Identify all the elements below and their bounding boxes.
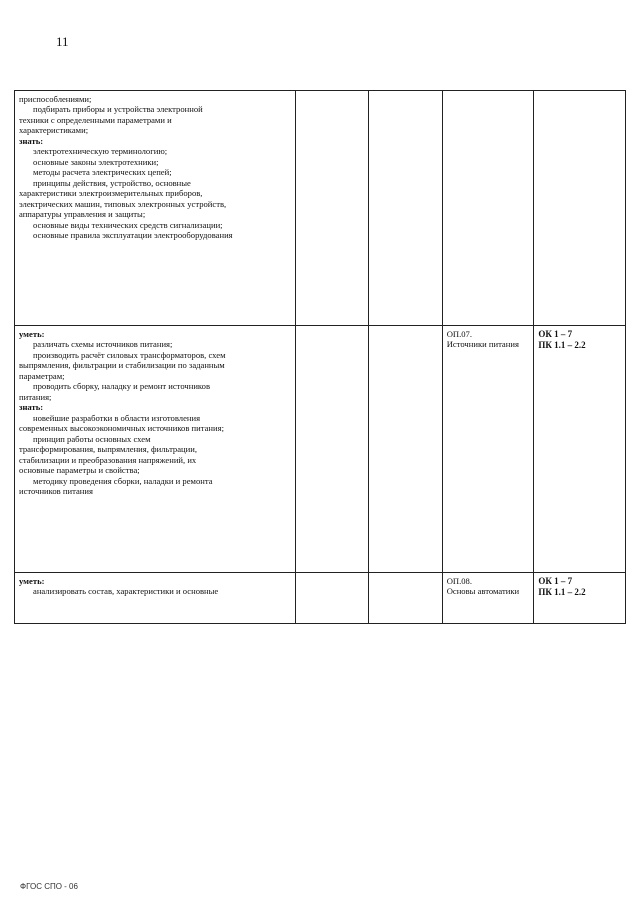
requirements-line: проводить сборку, наладку и ремонт источников: [33, 381, 211, 392]
requirements-heading: уметь:: [19, 329, 45, 339]
discipline-cell: [442, 326, 534, 573]
discipline-code: ОП.07.: [446, 329, 472, 339]
requirements-line: характеристиками;: [19, 125, 89, 136]
discipline-code: ОП.08.: [446, 576, 472, 586]
requirements-line: новейшие разработки в области изготовления: [33, 412, 201, 423]
requirements-cell: [15, 91, 296, 326]
requirements-cell: [15, 326, 296, 573]
requirements-line: электрических машин, типовых электронных устройств,: [19, 198, 227, 209]
requirements-heading: знать:: [19, 402, 44, 413]
competences-cell: [534, 91, 626, 326]
table-row: [15, 326, 626, 573]
discipline-cell: [442, 91, 534, 326]
empty-cell-a: [296, 91, 369, 326]
curriculum-table-grid: [14, 90, 626, 624]
requirements-line: методику проведения сборки, наладки и ремонта: [33, 475, 213, 486]
requirements-line: выпрямления, фильтрации и стабилизации по заданным: [19, 360, 225, 371]
requirements-line: трансформирования, выпрямления, фильтрации,: [19, 444, 197, 455]
requirements-line: анализировать состав, характеристики и основные: [33, 586, 219, 597]
competence-code: ОК 1 – 7: [538, 329, 573, 339]
empty-cell-b: [369, 91, 442, 326]
discipline-cell: [442, 573, 534, 624]
competence-code: ПК 1.1 – 2.2: [538, 339, 586, 350]
competence-code: ОК 1 – 7: [538, 576, 573, 586]
requirements-line: подбирать приборы и устройства электронной: [33, 104, 203, 115]
requirements-line: принципы действия, устройство, основные: [33, 177, 191, 188]
requirements-line: стабилизации и преобразования напряжений, их: [19, 454, 197, 465]
requirements-line: основные виды технических средств сигнализации;: [33, 219, 223, 230]
requirements-line: современных высокоэкономичных источников питания;: [19, 423, 224, 434]
competence-code: ПК 1.1 – 2.2: [538, 586, 586, 597]
table-row: [15, 573, 626, 624]
empty-cell-a: [296, 573, 369, 624]
empty-cell-a: [296, 326, 369, 573]
requirements-heading: знать:: [19, 135, 44, 146]
empty-cell-b: [369, 326, 442, 573]
requirements-line: параметрам;: [19, 370, 65, 381]
requirements-line: питания;: [19, 391, 52, 402]
requirements-line: приспособлениями;: [19, 94, 92, 104]
requirements-line: основные законы электротехники;: [33, 156, 159, 167]
footer-label: ФГОС СПО - 06: [20, 882, 78, 891]
requirements-line: электротехническую терминологию;: [33, 146, 168, 157]
empty-cell-b: [369, 573, 442, 624]
page-number: 11: [56, 34, 69, 49]
curriculum-table: [14, 90, 626, 624]
requirements-heading: уметь:: [19, 576, 45, 586]
requirements-line: техники с определенными параметрами и: [19, 114, 172, 125]
table-row: [15, 91, 626, 326]
discipline-title: Источники питания: [446, 339, 519, 350]
discipline-title: Основы автоматики: [446, 586, 520, 597]
competences-cell: [534, 573, 626, 624]
requirements-line: основные правила эксплуатации электрооборудования: [33, 230, 233, 241]
requirements-line: различать схемы источников питания;: [33, 339, 173, 350]
requirements-line: методы расчета электрических цепей;: [33, 167, 172, 178]
requirements-line: принцип работы основных схем: [33, 433, 151, 444]
requirements-line: аппаратуры управления и защиты;: [19, 209, 146, 220]
requirements-line: характеристики электроизмерительных приборов,: [19, 188, 203, 199]
requirements-cell: [15, 573, 296, 624]
requirements-line: основные параметры и свойства;: [19, 465, 140, 476]
requirements-line: источников питания: [19, 486, 93, 497]
competences-cell: [534, 326, 626, 573]
requirements-line: производить расчёт силовых трансформаторов, схем: [33, 349, 226, 360]
